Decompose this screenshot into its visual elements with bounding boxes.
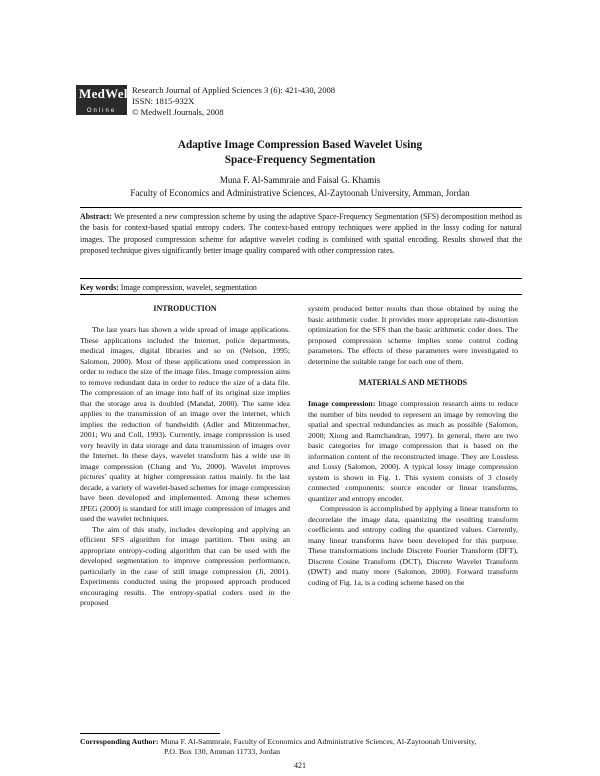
title-line-1: Adaptive Image Compression Based Wavelet Using: [177, 139, 423, 151]
footnote-rule: [80, 733, 220, 734]
title-line-2: Space-Frequency Segmentation: [224, 154, 376, 166]
paper-authors: Muna F. Al-Sammraie and Faisal G. Khamis: [219, 175, 381, 185]
corresponding-author: [80, 737, 476, 747]
image-compression-label: Image compression:: [308, 399, 376, 408]
introduction-heading: INTRODUCTION: [153, 304, 217, 313]
logo-brand: MedWell: [79, 86, 132, 101]
keywords-text: Image compression, wavelet, segmentation: [120, 283, 257, 292]
keywords-block: [80, 283, 522, 293]
journal-info: [132, 85, 335, 119]
journal-citation: Research Journal of Applied Sciences 3 (6): 421-430, 2008: [132, 85, 336, 95]
journal-copyright: © Medwell Journals, 2008: [132, 107, 224, 118]
abstract-top-rule: [80, 207, 522, 208]
logo-sub: Online: [86, 108, 117, 114]
methods-heading: MATERIALS AND METHODS: [358, 378, 468, 387]
keywords-rule: [80, 294, 522, 295]
right-column: [308, 304, 518, 588]
corresponding-author-label: Corresponding Author:: [80, 737, 159, 746]
publisher-logo: [76, 85, 132, 115]
abstract-block: [80, 211, 522, 257]
corresponding-author-text: Muna F. Al-Sammraie, Faculty of Economics and Administrative Sciences, Al-Zaytoonah University,: [160, 737, 477, 746]
methods-paragraph-1-text: Image compression research aims to reduce the number of bits needed to represent an image by removing the spatial and spectral redundancies as much as possible (Salomon, 2000; Xiong and Ramchandran, 1997). In general, there are two basic categories for image compression that is based on the information content of the reconstructed image. They are Lossless and Lossy (Salomon, 2000). A typical lossy image compression system is shown in Fig. 1. This system consists of 3 closely connected components: source encoder or linear transforms, quantizer and entropy encoder.: [308, 399, 518, 503]
page-number: 421: [294, 761, 306, 770]
abstract-label: Abstract:: [80, 212, 112, 221]
keywords-label: Key words:: [80, 283, 119, 292]
abstract-bottom-rule: [80, 278, 522, 279]
journal-issn: ISSN: 1815-932X: [132, 96, 195, 107]
continued-paragraph: system produced better results than those obtained by using the basic arithmetic coder. It provides more appropriate rate-distortion optimization for the SFS than the basic arithmetic coder does. The proposed compression scheme implies some control coding parameters. The effects of these parameters were investigated to determine the suitable range for each one of them.: [308, 304, 518, 366]
abstract-text: We presented a new compression scheme by using the adaptive Space-Frequency Segmentation (SFS) decomposition method as the basis for context-based spatial entropy coders. The context-based entropy techniques were applied in the lossy coding for natural images. The proposed compression scheme for adaptive wavelet coding is combined with spatial encoding. Results showed that the proposed technique gives significantly better image quality compared with other compression rates.: [80, 212, 522, 256]
intro-paragraph-1: The last years has shown a wide spread of image applications. These applications included the Internet, police departments, medical images, digital libraries and so on (Nelson, 1995; Salomon, 2000). Most of these applications used compression in order to reduce the size of the image files. Image compression aims to remove redundant data in order to reduce the size of a data file. The compression of an image into half of its original size implies that the storage area is doubled (Mandal, 2000). The same idea applies to the transmission of an image over the internet, which implies the reduction of bandwidth (Adler and Mitzenmacher, 2001; Wu and Coll, 1993). Currently, image compression is used very heavily in data storage and data transmission of images over the Internet. In these days, wavelet transform has a wide use in image compression (Chang and Yu, 2000). Wavelet improves pictures' quality at higher compression ratios mainly. In the last decade, a variety of wavelet-based schemes for image compression have been developed and implemented. Among these schemes JPEG (2000) is standard for still image compression of images and used the wavelet techniques.: [80, 325, 290, 523]
intro-paragraph-2: The aim of this study, includes developing and applying an efficient SFS algorithm for image partition. Then using an appropriate entropy-coding algorithm that can be used with the developed segmentation to improve compression performance, particularly in the case of still image compression (Ji, 2001). Experiments conducted using the proposed approach produced encouraging results. The entropy-spatial coders used in the proposed: [80, 524, 290, 607]
methods-paragraph-1: [308, 399, 518, 504]
left-column: [80, 304, 290, 609]
paper-title: [60, 138, 540, 168]
paper-affiliation: Faculty of Economics and Administrative Sciences, Al-Zaytoonah University, Amman, Jordan: [130, 188, 470, 198]
corresponding-author-address: P.O. Box 130, Amman 11733, Jordan: [164, 747, 281, 756]
methods-paragraph-2: Compression is accomplished by applying a linear transform to decorrelate the image data, quantizing the resulting transform coefficients and entropy coding the quantized values. Currently, many linear transforms have been developed for this purpose. These transformations include Discrete Fourier Transform (DFT), Discrete Cosine Transform (DCT), Discrete Wavelet Transform (DWT) and many more (Salomon, 2000). Forward transform coding of Fig. 1a, is a coding scheme based on the: [308, 504, 518, 587]
